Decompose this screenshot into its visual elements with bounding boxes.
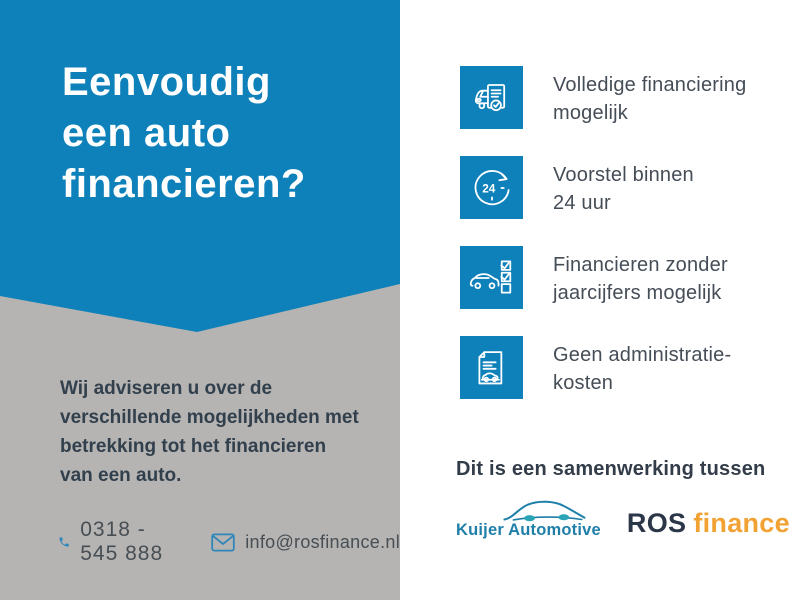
page-title-line: een auto <box>62 111 231 155</box>
benefit-item-24h-proposal <box>460 156 746 219</box>
phone-link[interactable] <box>58 518 175 566</box>
benefit-line: mogelijk <box>553 102 628 124</box>
benefit-tile <box>460 66 523 129</box>
car-silhouette-icon <box>494 497 594 524</box>
intro-line: Wij adviseren u over de <box>60 378 273 399</box>
benefit-line: 24 uur <box>553 192 611 214</box>
kuijer-automotive-logo[interactable] <box>456 497 601 540</box>
benefit-item-no-admin-costs <box>460 336 746 399</box>
benefit-text <box>553 336 731 399</box>
partner-logos <box>456 497 790 540</box>
benefit-line: kosten <box>553 372 614 394</box>
email-address: info@rosfinance.nl <box>245 531 400 552</box>
kuijer-logo-text: Kuijer Automotive <box>456 521 601 539</box>
email-link[interactable] <box>211 532 400 553</box>
benefit-text <box>553 156 694 219</box>
benefit-line: Financieren zonder <box>553 254 728 276</box>
page-title <box>62 57 306 210</box>
benefit-line: jaarcijfers mogelijk <box>553 282 722 304</box>
benefit-tile <box>460 336 523 399</box>
clock-24-label: 24 <box>481 181 495 195</box>
benefit-text <box>553 66 746 129</box>
partnership-text: Dit is een samenwerking tussen <box>456 458 766 480</box>
benefits-list <box>460 66 746 426</box>
ros-logo-text-finance: finance <box>693 508 790 538</box>
benefit-line: Voorstel binnen <box>553 164 694 186</box>
page-title-line: Eenvoudig <box>62 60 271 104</box>
van-document-icon <box>466 72 518 124</box>
benefit-line: Geen administratie- <box>553 344 732 366</box>
benefit-text <box>553 246 728 309</box>
car-checklist-icon <box>466 252 518 304</box>
intro-line: verschillende mogelijkheden met <box>60 407 359 428</box>
ros-logo-text-ros: ROS <box>626 508 687 538</box>
phone-number: 0318 - 545 888 <box>80 518 164 565</box>
contact-row <box>58 518 400 566</box>
intro-line: van een auto. <box>60 465 182 486</box>
ros-finance-logo[interactable] <box>627 508 790 540</box>
benefit-tile <box>460 156 523 219</box>
benefit-item-full-financing <box>460 66 746 129</box>
document-car-icon <box>466 342 518 394</box>
benefit-item-no-annual-figures <box>460 246 746 309</box>
clock-24-icon <box>466 162 518 214</box>
phone-icon <box>58 532 70 552</box>
intro-paragraph <box>60 374 359 490</box>
page-title-line: financieren? <box>62 162 306 206</box>
benefit-line: Volledige financiering <box>553 74 747 96</box>
intro-line: betrekking tot het financieren <box>60 436 327 457</box>
benefit-tile <box>460 246 523 309</box>
envelope-icon <box>211 533 235 552</box>
